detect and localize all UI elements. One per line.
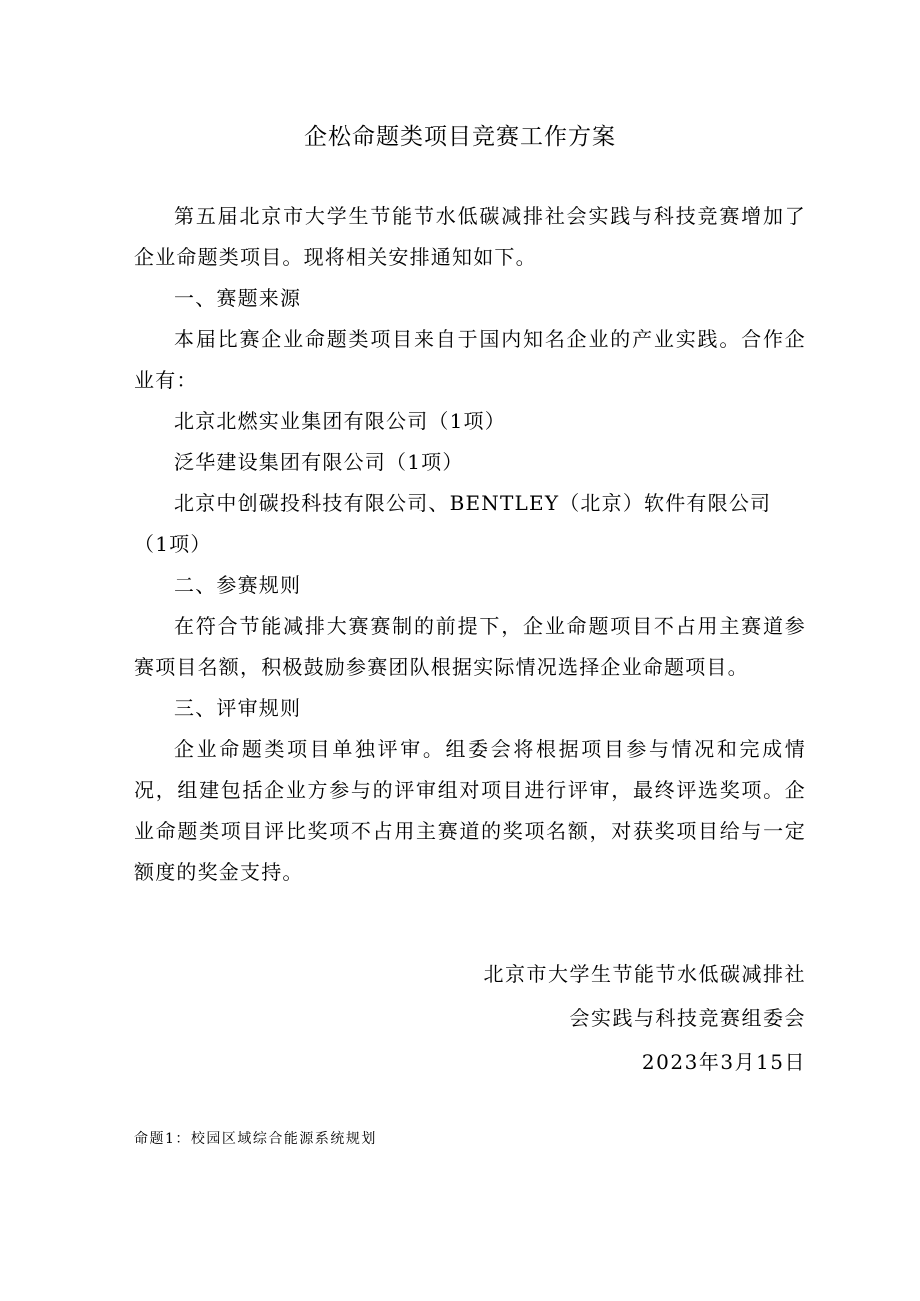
signature-date: 2023年3月15日 [641, 1050, 806, 1074]
company-item: 北京北燃实业集团有限公司（1项） [174, 409, 506, 433]
signature-org-line1: 北京市大学生节能节水低碳减排社 [483, 962, 806, 986]
footer-note: 命题1：校园区域综合能源系统规划 [134, 1131, 377, 1147]
company-item: 泛华建设集团有限公司（1项） [174, 450, 464, 474]
section-heading-source: 一、赛题来源 [174, 286, 302, 310]
source-paragraph: 本届比赛企业命题类项目来自于国内知名企业的产业实践。合作企业有： [134, 327, 806, 392]
rules-paragraph: 在符合节能减排大赛赛制的前提下，企业命题项目不占用主赛道参赛项目名额，积极鼓励参赛团队根据实际情况选择企业命题项目。 [134, 614, 806, 679]
signature-org-line2: 会实践与科技竞赛组委会 [569, 1006, 806, 1030]
document-title: 企松命题类项目竞赛工作方案 [304, 124, 616, 150]
signature-block [484, 952, 807, 1084]
document-body [134, 196, 806, 893]
intro-paragraph: 第五届北京市大学生节能节水低碳减排社会实践与科技竞赛增加了企业命题类项目。现将相关安排通知如下。 [134, 204, 806, 269]
review-paragraph: 企业命题类项目单独评审。组委会将根据项目参与情况和完成情况，组建包括企业方参与的评审组对项目进行评审，最终评选奖项。企业命题类项目评比奖项不占用主赛道的奖项名额，对获奖项目给与一定额度的奖金支持。 [134, 737, 806, 884]
company-item: 北京中创碳投科技有限公司、BENTLEY（北京）软件有限公司 [174, 491, 772, 515]
company-item-count: （1项） [134, 532, 212, 556]
section-heading-rules: 二、参赛规则 [174, 573, 302, 597]
section-heading-review: 三、评审规则 [174, 696, 302, 720]
